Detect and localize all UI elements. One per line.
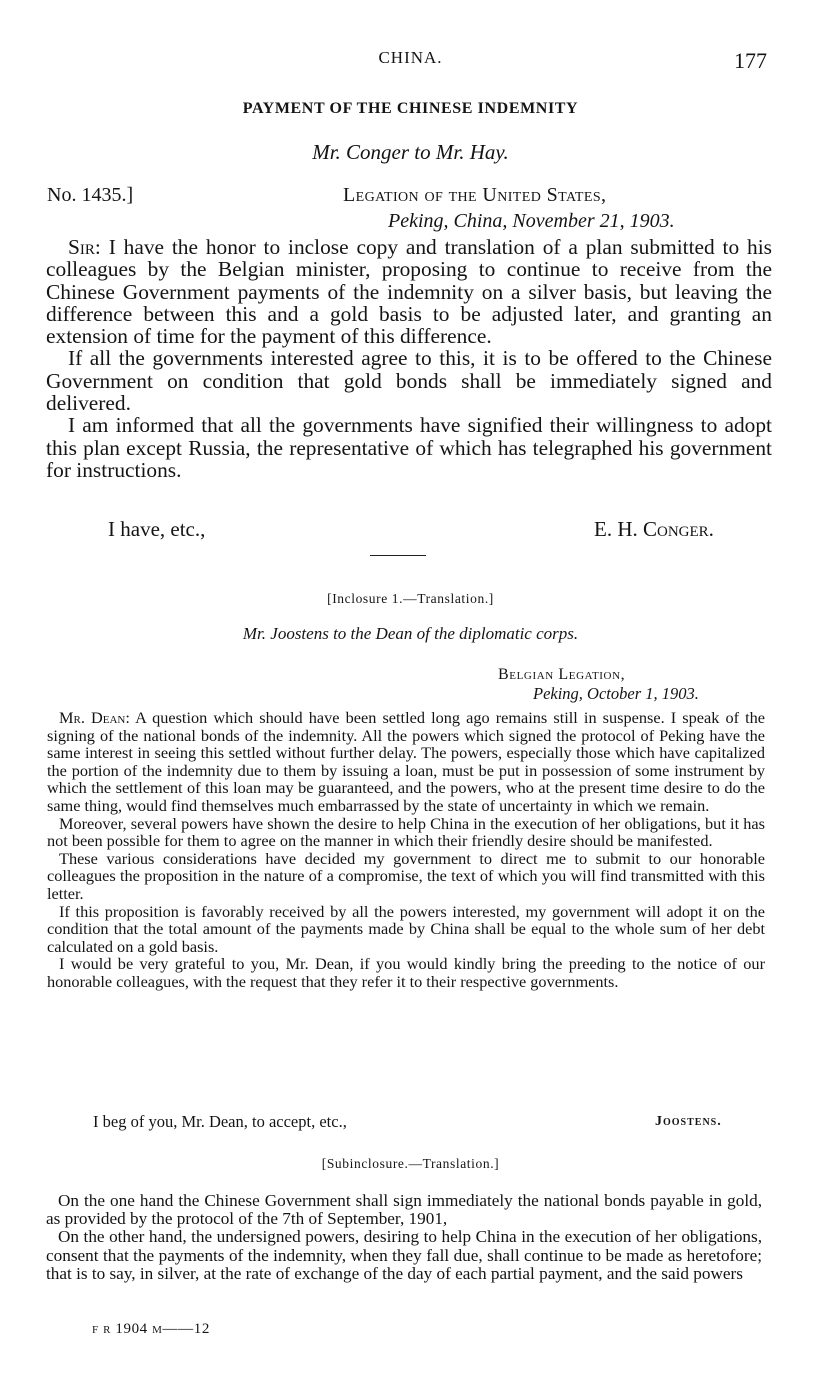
inclosure-paragraph: These various considerations have decided my government to direct me to submit to our honorable colleagues the proposition in the nature of a compromise, the text of which you will find transmitted with this letter. (47, 848, 765, 903)
inclosure-paragraph: If this proposition is favorably received by all the powers interested, my government will adopt it on the condition that the total amount of the payments made by China shall be equal to the whole sum of her debt calculated on a gold basis. (47, 901, 765, 956)
inclosure-caption: [Inclosure 1.—Translation.] (327, 591, 494, 606)
letter-salutation: Sir: (68, 235, 101, 259)
subinclosure-paragraph: On the one hand the Chinese Government shall sign immediately the national bonds payable in gold, as provided by the protocol of the 7th of September, 1901, (46, 1191, 762, 1229)
signature-mark-number: 12 (193, 1321, 210, 1337)
inclosure-date: Peking, October 1, 1903. (533, 684, 699, 703)
letter-paragraph: I am informed that all the governments have signified their willingness to adopt this plan except Russia, the representative of which has telegraphed his government for instructions. (46, 413, 772, 482)
signature-mark-year: 1904 (115, 1321, 148, 1337)
signature-mark-dash: —— (162, 1321, 194, 1337)
despatch-number: No. 1435.] (47, 184, 134, 206)
letter-body (46, 236, 772, 481)
running-head: CHINA. (378, 48, 443, 67)
inclosure-paragraph: I would be very grateful to you, Mr. Dean, if you would kindly bring the preeding to the notice of our honorable colleagues, with the request that they refer it to their respective governments. (47, 954, 765, 991)
letter-paragraph (46, 236, 772, 347)
inclosure-salutation: Mr. Dean: (59, 708, 130, 727)
page-title: PAYMENT OF THE CHINESE INDEMNITY (242, 100, 579, 117)
letter-date: Peking, China, November 21, 1903. (388, 210, 675, 232)
inclosure-place: Belgian Legation, (498, 666, 626, 683)
letter-heading: Mr. Conger to Mr. Hay. (312, 140, 509, 164)
inclosure-paragraph: Moreover, several powers have shown the desire to help China in the execution of her obligations, but it has not been possible for them to agree on the manner in which their friendly desire should be manifested. (47, 813, 765, 851)
letter-place: Legation of the United States, (343, 184, 607, 206)
letter-closing: I have, etc., (108, 517, 206, 541)
inclosure-heading: Mr. Joostens to the Dean of the diplomatic corps. (242, 624, 579, 643)
letter-paragraph: If all the governments interested agree to this, it is to be offered to the Chinese Government on condition that gold bonds shall be immediately signed and delivered. (46, 346, 772, 416)
inclosure-body (47, 709, 765, 991)
page-number: 177 (734, 48, 767, 73)
subinclosure-caption: [Subinclosure.—Translation.] (321, 1156, 500, 1171)
subinclosure-body (46, 1192, 762, 1283)
inclosure-closing: I beg of you, Mr. Dean, to accept, etc., (93, 1112, 347, 1131)
inclosure-paragraph-text: A question which should have been settled long ago remains still in suspense. I speak of the signing of the national bonds of the indemnity. All the powers which signed the protocol of Peking have the same interest in seeing this settled without further delay. The powers, especially those which have capitalized the portion of the indemnity due to them by issuing a loan, must be put in possession of some instrument by which the settlement of this loan may be guaranteed, and the powers, who at the present time desire to do the same thing, would find themselves much embarrassed by the state of uncertainty in which we remain. (47, 708, 766, 815)
letter-signature: E. H. Conger. (594, 517, 714, 541)
letter-paragraph-text: I have the honor to inclose copy and translation of a plan submitted to his colleagues by the Belgian minister, proposing to continue to receive from the Chinese Government payments of the indemnity on a silver basis, but leaving the difference between this and a gold basis to be adjusted later, and granting an extension of time for the payment of this difference. (46, 235, 772, 349)
section-divider (370, 555, 426, 556)
inclosure-signature: Joostens. (655, 1114, 722, 1129)
subinclosure-paragraph: On the other hand, the undersigned powers, desiring to help China in the execution of her obligations, consent that the payments of the indemnity, when they fall due, shall continue to be made as heretofore; that is to say, in silver, at the rate of exchange of the day of each partial payment, and the said powers (46, 1227, 762, 1283)
signature-mark-letter: m (152, 1321, 163, 1337)
inclosure-paragraph (47, 709, 765, 815)
signature-mark-prefix: f r (92, 1321, 112, 1337)
printer-signature-mark (92, 1321, 210, 1338)
